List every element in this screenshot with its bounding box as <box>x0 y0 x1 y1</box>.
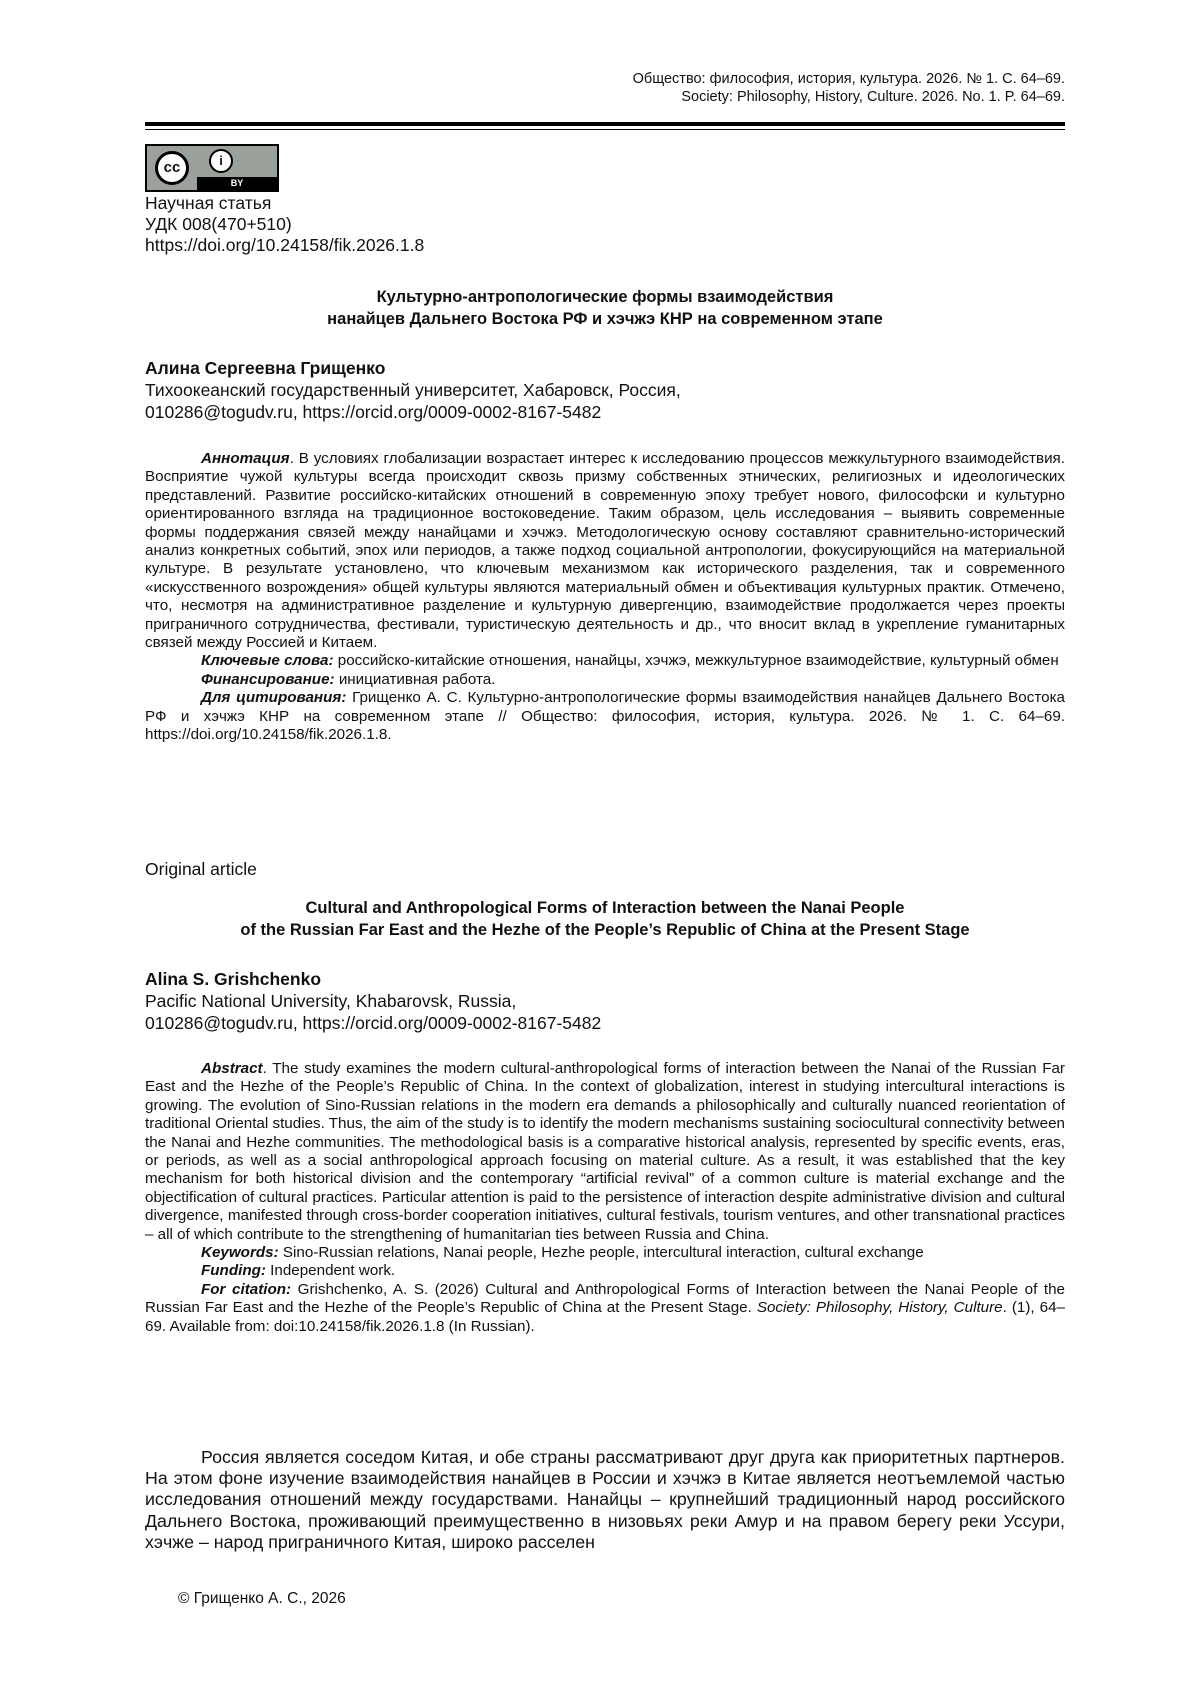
udk: УДК 008(470+510) <box>145 214 292 234</box>
attribution-icon: i <box>209 149 233 173</box>
header-rule-thin <box>145 129 1065 130</box>
running-head-en: Society: Philosophy, History, Culture. 2026. No. 1. P. 64–69. <box>681 89 1065 105</box>
citation-text: Грищенко А. С. Культурно-антропологические формы взаимодействия нанайцев Дальнего Востока РФ и хэчжэ КНР на современном этапе // Общество: философия, история, культура. 2026. № 1. С. 64–69. https://doi.org/10.24158/fik.2026.1.8. <box>145 689 1066 744</box>
title-ru <box>145 286 1065 330</box>
citation <box>145 689 1065 744</box>
abstract-paragraph <box>145 450 1065 652</box>
citation-label: Для цитирования: <box>201 689 347 707</box>
keywords-text: Sino-Russian relations, Nanai people, Hezhe people, intercultural interaction, cultural exchange <box>278 1244 924 1262</box>
abstract-label: Аннотация <box>201 450 290 467</box>
funding <box>145 1262 1065 1280</box>
title-ru-line2: нанайцев Дальнего Востока РФ и хэчжэ КНР на современном этапе <box>327 310 883 328</box>
article-type: Научная статья <box>145 193 272 213</box>
keywords-label: Ключевые слова: <box>201 652 334 670</box>
funding <box>145 671 1065 689</box>
cc-icon: cc <box>155 151 189 185</box>
contacts[interactable]: 010286@togudv.ru, https://orcid.org/0009-0002-8167-5482 <box>145 1013 602 1033</box>
affiliation: Pacific National University, Khabarovsk, Russia, <box>145 991 517 1011</box>
title-en <box>145 897 1065 941</box>
funding-text: инициативная работа. <box>334 670 496 688</box>
author-block-en <box>145 968 1065 1034</box>
running-head <box>633 70 1065 106</box>
original-article-label: Original article <box>145 859 257 879</box>
keywords-text: российско-китайские отношения, нанайцы, хэчжэ, межкультурное взаимодействие, культурный обмен <box>333 652 1059 670</box>
cc-by-license-icon[interactable] <box>145 144 279 192</box>
body-text <box>145 1447 1065 1553</box>
copyright: © Грищенко А. С., 2026 <box>178 1590 346 1607</box>
keywords <box>145 1244 1065 1262</box>
header-rule-thick <box>145 122 1065 126</box>
affiliation: Тихоокеанский государственный университет, Хабаровск, Россия, <box>145 380 681 400</box>
author-name: Alina S. Grishchenko <box>145 969 322 989</box>
doi-link[interactable]: https://doi.org/10.24158/fik.2026.1.8 <box>145 235 425 255</box>
abstract-text: . The study examines the modern cultural-anthropological forms of interaction between the Nanai of the Russian Far East and the Hezhe of the People’s Republic of China. In the context of globalization, interest in studying intercultural interactions is growing. The evolution of Sino-Russian relations in the modern era demands a philosophically and culturally nuanced reorientation of traditional Oriental studies. Thus, the aim of the study is to identify the modern mechanisms sustaining sociocultural connectivity between the Nanai and Hezhe communities. The methodological basis is a comparative historical analysis, represented by specific events, eras, or periods, as well as a social anthropological approach focusing on material culture. As a result, it was established that the key mechanism for both historical division and the contemporary “artificial revival” of a common culture is material exchange and the objectification of cultural practices. Particular attention is paid to the persistence of interaction despite administrative division and cultural divergence, manifested through cross-border cooperation initiatives, cultural festivals, tourism ventures, and other transnational practices – all of which contribute to the strengthening of humanitarian ties between Russia and China. <box>145 1060 1065 1243</box>
running-head-ru: Общество: философия, история, культура. 2026. № 1. С. 64–69. <box>632 71 1065 87</box>
abstract-label: Abstract <box>201 1060 263 1077</box>
title-ru-line1: Культурно-антропологические формы взаимодействия <box>376 288 834 306</box>
keywords <box>145 652 1065 670</box>
funding-label: Funding: <box>201 1262 266 1280</box>
abstract-text: . В условиях глобализации возрастает интерес к исследованию процессов межкультурного взаимодействия. Восприятие чужой культуры всегда происходит сквозь призму собственных этнических, религиозных и идеологических представлений. Развитие российско-китайских отношений в современную эпоху требует нового, философски и культурно ориентированного взгляда на традиционное востоковедение. Таким образом, цель исследования – выявить современные формы поддержания связей между нанайцами и хэчжэ. Методологическую основу составляют сравнительно-исторический анализ конкретных событий, эпох или периодов, а также подход социальной антропологии, фокусирующийся на материальной культуре. В результате установлено, что ключевым механизмом как исторического разделения, так и современного «искусственного возрождения» общей культуры являются материальный обмен и объективация культурных практик. Отмечено, что, несмотря на административное разделение и культурную дивергенцию, взаимодействие продолжается через проекты приграничного сотрудничества, фестивали, туристическую деятельность и др., что вносит вклад в укрепление гуманитарных связей между Россией и Китаем. <box>145 450 1065 652</box>
contacts[interactable]: 010286@togudv.ru, https://orcid.org/0009-0002-8167-5482 <box>145 402 602 422</box>
keywords-label: Keywords: <box>201 1244 279 1262</box>
author-name: Алина Сергеевна Грищенко <box>145 358 386 378</box>
abstract-en <box>145 1060 1065 1336</box>
by-label: BY <box>197 177 277 190</box>
article-meta <box>145 193 424 256</box>
citation-label: For citation: <box>201 1280 292 1298</box>
title-en-line2: of the Russian Far East and the Hezhe of the People’s Republic of China at the Present Stage <box>240 921 970 939</box>
citation <box>145 1281 1065 1336</box>
title-en-line1: Cultural and Anthropological Forms of Interaction between the Nanai People <box>305 899 905 917</box>
abstract-ru <box>145 450 1065 745</box>
citation-tail: . (1), 64–69. Available from: doi:10.24158/fik.2026.1.8 (In Russian). <box>145 1299 1065 1335</box>
funding-label: Финансирование: <box>201 670 335 688</box>
citation-text: Grishchenko, A. S. (2026) Cultural and Anthropological Forms of Interaction between the Nanai People of the Russian Far East and the Hezhe of the People’s Republic of China at the Present Stage. <box>145 1280 1065 1317</box>
funding-text: Independent work. <box>265 1262 396 1280</box>
abstract-paragraph <box>145 1060 1065 1244</box>
author-block-ru <box>145 357 1065 423</box>
citation-journal: Society: Philosophy, History, Culture <box>756 1299 1003 1317</box>
body-paragraph: Россия является соседом Китая, и обе страны рассматривают друг друга как приоритетных партнеров. На этом фоне изучение взаимодействия нанайцев в России и хэчжэ в Китае является неотъемлемой частью исследования отношений между государствами. Нанайцы – крупнейший традиционный народ российского Дальнего Востока, проживающий преимущественно в низовьях реки Амур и на правом берегу реки Уссури, хэчже – народ приграничного Китая, широко расселен <box>145 1447 1065 1552</box>
